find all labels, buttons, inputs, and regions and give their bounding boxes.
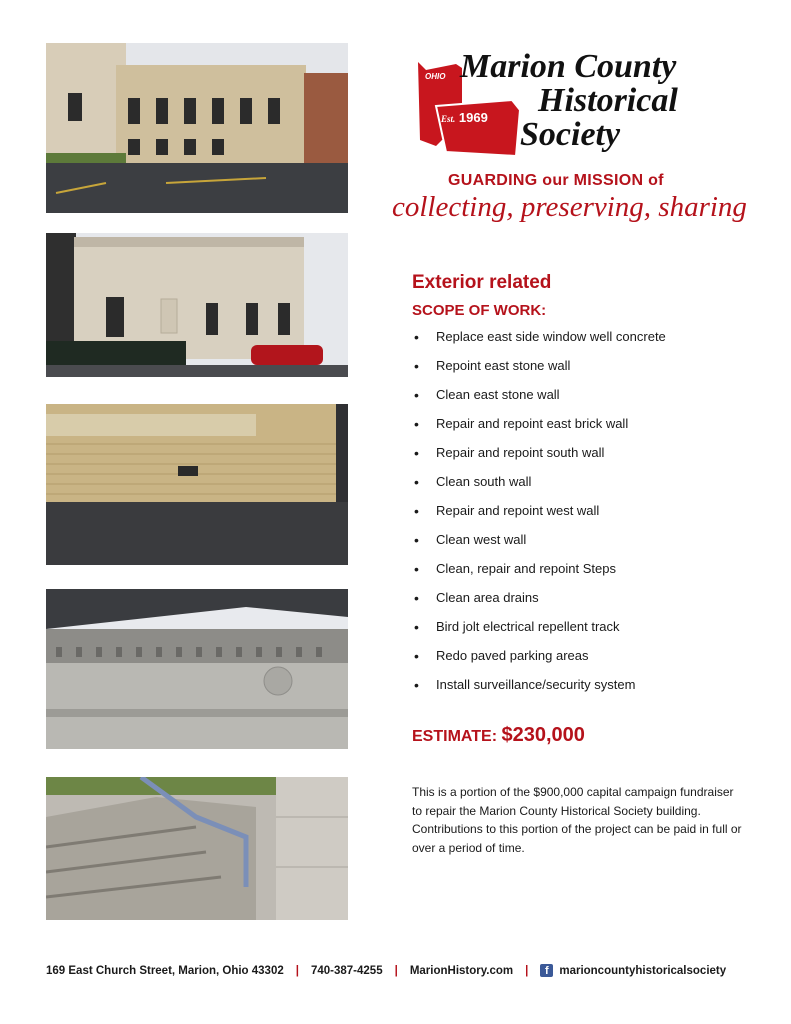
list-item: • Bird jolt electrical repellent track [412,618,666,647]
list-item: • Clean south wall [412,473,666,502]
list-item: • Redo paved parking areas [412,647,666,676]
list-item: • Repair and repoint south wall [412,444,666,473]
scope-list [412,328,666,705]
footer-separator: | [525,964,529,977]
logo-est-prefix: Est. [441,114,456,124]
photo-east-stone-wall [46,233,348,377]
photo-front-steps [46,777,348,920]
section-title: Exterior related [412,272,552,293]
photo-building-exterior [46,43,348,213]
list-item: • Replace east side window well concrete [412,328,666,357]
footer-facebook: marioncountyhistoricalsociety [559,964,727,977]
footer-website: MarionHistory.com [409,964,514,977]
description [412,783,742,857]
logo-established [441,110,488,125]
footer-separator: | [394,964,398,977]
list-item: • Install surveillance/security system [412,676,666,705]
mission-heading: GUARDING our MISSION of [448,172,664,189]
list-item: • Clean east stone wall [412,386,666,415]
list-item: • Clean area drains [412,589,666,618]
description-paragraph-2: Contributions to this portion of the project can be paid in full or over a period of time. [412,822,742,855]
list-item: • Clean west wall [412,531,666,560]
description-paragraph-1: This is a portion of the $900,000 capital campaign fundraiser to repair the Marion County Historical Society building. [412,785,734,818]
logo-est-year: 1969 [458,110,488,125]
estimate-amount: $230,000 [501,724,585,746]
scope-label: SCOPE OF WORK: [412,302,547,319]
list-item: • Repoint east stone wall [412,357,666,386]
estimate [412,724,585,747]
footer [46,964,726,977]
mission-tagline: collecting, preserving, sharing [392,191,747,223]
logo-state-label: OHIO [425,72,446,81]
footer-address: 169 East Church Street, Marion, Ohio 43302 [46,964,284,977]
estimate-label: ESTIMATE: [412,728,498,745]
list-item: • Clean, repair and repoint Steps [412,560,666,589]
footer-phone: 740-387-4255 [310,964,383,977]
logo-line-3: Society [520,116,621,153]
footer-separator: | [295,964,299,977]
list-item: • Repair and repoint east brick wall [412,415,666,444]
photo-cornice-detail [46,589,348,749]
logo-line-1: Marion County [460,48,677,85]
list-item: • Repair and repoint west wall [412,502,666,531]
facebook-icon: f [540,964,553,977]
logo-line-2: Historical [538,82,678,119]
photo-brick-wall-detail [46,404,348,565]
